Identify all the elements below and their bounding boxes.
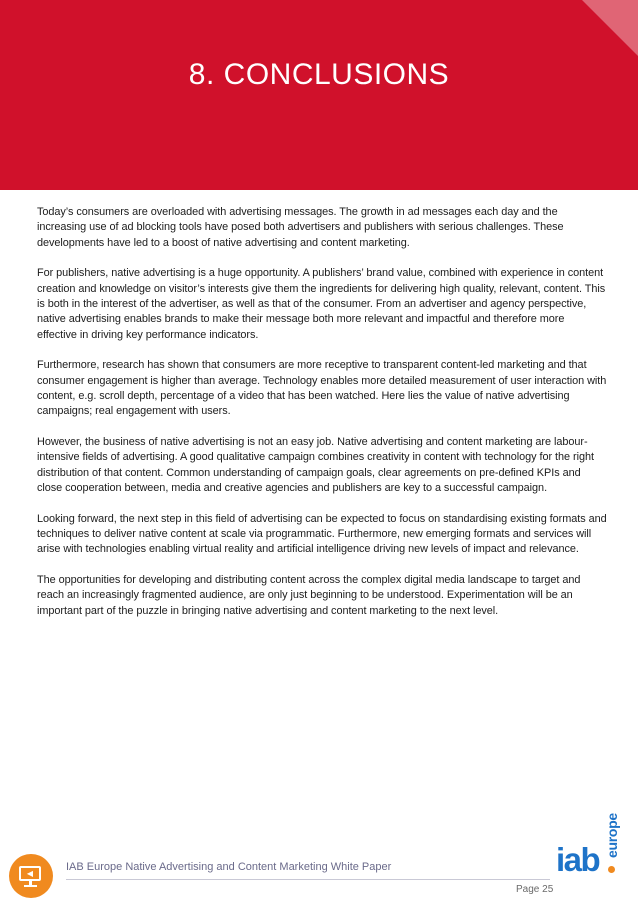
megaphone-icon: ◀ [26, 869, 34, 878]
logo-dot [608, 866, 615, 873]
logo-europe-text: europe [604, 813, 620, 858]
header-corner-fold [582, 0, 638, 56]
paragraph: The opportunities for developing and distributing content across the complex digital media landscape to target and reach an increasingly fragmented audience, are only just beginning to be understood. Experimentation will be an important part of the puzzle in bringing native advertising and content marketing to the next level. [37, 573, 581, 617]
footer-document-title: IAB Europe Native Advertising and Content Marketing White Paper [66, 861, 392, 873]
paragraph: However, the business of native advertising is not an easy job. Native advertising and content marketing are labour-intensive fields of advertising. A good qualitative campaign combines creativity in content with technology for the right distribution of that content. Common understanding of campaign goals, clear agreements on pre-defined KPIs and close cooperation between, media and creative agencies and publishers are key to a successful campaign. [37, 435, 594, 495]
presentation-screen-icon [9, 854, 53, 898]
body-content [37, 205, 607, 634]
page-number: Page 25 [516, 884, 554, 895]
iab-europe-logo [556, 813, 622, 884]
logo-iab-text: iab [556, 841, 600, 878]
paragraph: Looking forward, the next step in this field of advertising can be expected to focus on standardising existing formats and techniques to deliver native content at scale via programmatic. Furthermore, new emerging formats and services will arise with technologies enabling virtual reality and artificial intelligence driving new levels of impact and relevance. [37, 512, 607, 556]
paragraph: Today’s consumers are overloaded with advertising messages. The growth in ad messages each day and the increasing use of ad blocking tools have posed both advertisers and publishers with serious challenges. These developments have led to a boost of native advertising and content marketing. [37, 206, 564, 249]
footer-divider [66, 879, 550, 880]
page-title: 8. CONCLUSIONS [188, 58, 450, 91]
screen-base [24, 885, 37, 887]
paragraph: Furthermore, research has shown that consumers are more receptive to transparent content-led marketing and that consumer engagement is higher than average. Technology enables more detailed measurement of user interaction with content, e.g. scroll depth, percentage of a video that has been watched. Here lies the value of native advertising campaigns; real engagement with users. [37, 359, 607, 418]
header-band [0, 0, 638, 190]
paragraph: For publishers, native advertising is a huge opportunity. A publishers’ brand value, combined with experience in content creation and knowledge on visitor’s interests give them the ingredients for delivering high quality, relevant, content. This is both in the interest of the advertiser, as well as that of the consumer. From an advertiser and agency perspective, native advertising enables brands to make their message both more relevant and impactful and therefore more effective in driving key performance indicators. [37, 267, 606, 341]
